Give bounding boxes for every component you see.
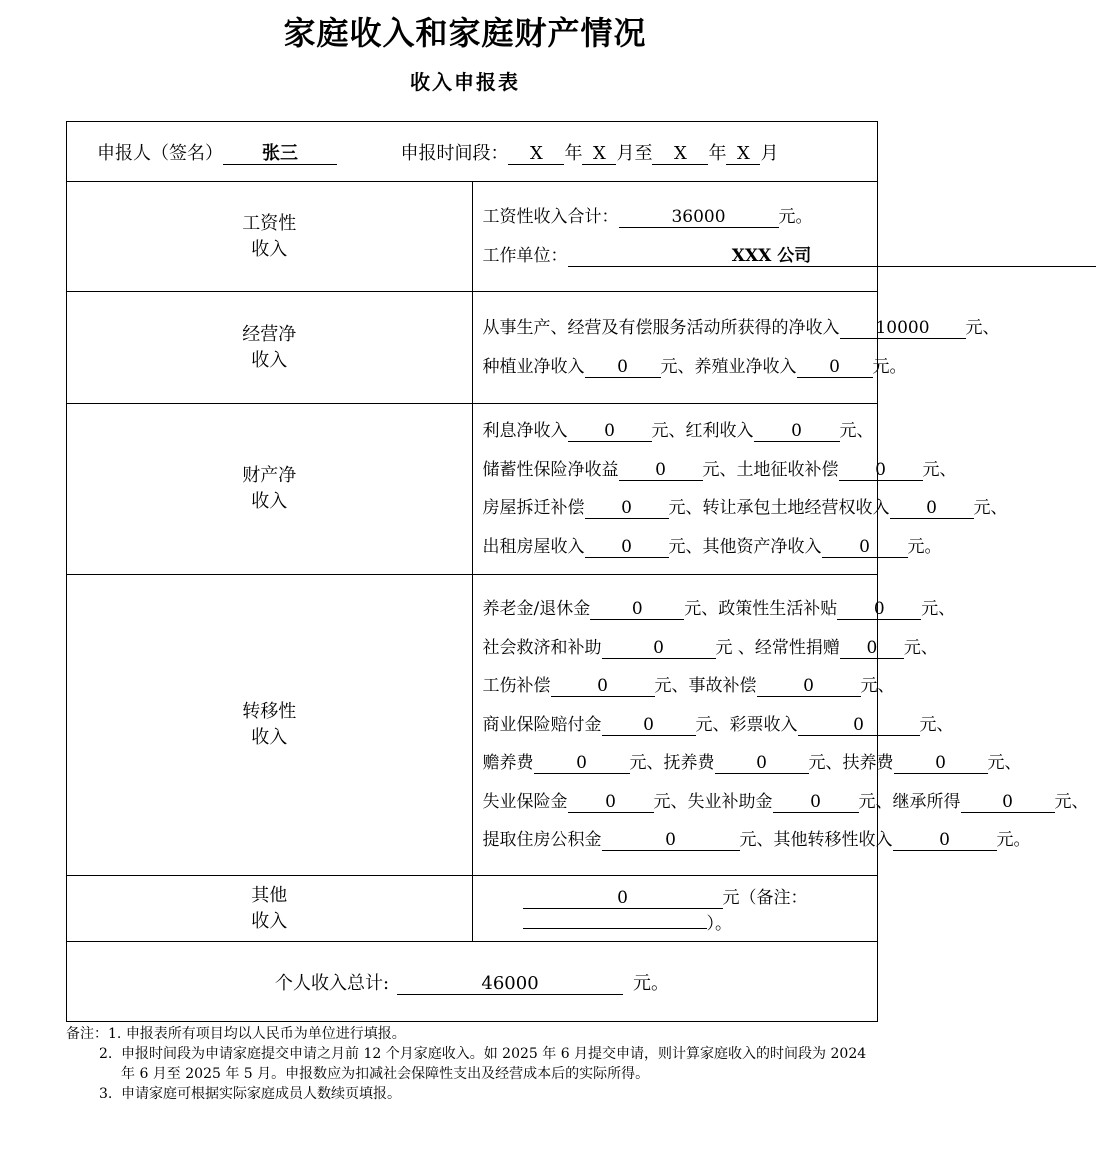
employer-field[interactable]: XXX 公司 [568,244,1096,267]
land-compensation-field[interactable]: 0 [839,458,923,481]
donation-field[interactable]: 0 [840,636,904,659]
service-income-field[interactable]: 10000 [840,316,966,339]
child-support-field[interactable]: 0 [715,751,809,774]
other-income-label: 其他 收入 [67,876,473,942]
start-month-field[interactable]: X [582,142,616,165]
unemployment-insurance-field[interactable]: 0 [568,790,654,813]
employer-line: 工作单位： XXX 公司 [483,237,878,276]
other-income-content: 0 元（备注：）。 [472,876,878,942]
inheritance-field[interactable]: 0 [961,790,1055,813]
note-2: 2. 申报时间段为申请家庭提交申请之月前 12 个月家庭收入。如 2025 年 6 月提交申请，则计算家庭收入的时间段为 2024 年 6 月至 2025 年 5 月。申报数应为扣减社会保障性支出及经营成本后的实际所得。 [99,1046,867,1082]
income-declaration-table [66,121,1089,1022]
other-transfer-field[interactable]: 0 [893,828,997,851]
living-subsidy-field[interactable]: 0 [837,597,921,620]
business-income-label: 经营净 收入 [67,292,473,404]
header-row: 申报人（签名） 张三 申报时间段： X 年 X 月至 X 年 X 月 [67,122,878,182]
end-year-field[interactable]: X [652,142,708,165]
total-label: 个人收入总计: [274,972,390,994]
form-title: 家庭收入和家庭财产情况 [283,14,647,52]
total-row: 个人收入总计: 46000 元。 [67,942,878,1022]
lottery-field[interactable]: 0 [798,713,920,736]
other-asset-field[interactable]: 0 [822,535,908,558]
transfer-income-content: 养老金/退休金 0 元、政策性生活补贴 0 元、 社会救济和补助 0 元 、经常性捐赠 0 元、 工伤补偿 0 元、事故补偿 0 元、 商业保险赔付金 0 元、彩票收入 0 元、 赡养费 0 元、抚养费 0 元、扶养费 0 元、 失业保险金 0 元、失业补助金 0 元、继承所得 0 元、 提取住房公积金 0 元、其他转移性收入 0 元。 [472,575,878,876]
period-label: 申报时间段： [400,142,509,164]
declarant-signature[interactable]: 张三 [223,142,337,165]
accident-compensation-field[interactable]: 0 [757,674,861,697]
spouse-support-field[interactable]: 0 [894,751,988,774]
other-income-field[interactable]: 0 [523,886,723,909]
rent-field[interactable]: 0 [585,535,669,558]
declarant-label: 申报人（签名） [97,142,223,164]
breeding-income-field[interactable]: 0 [797,355,873,378]
note-3: 3. 申请家庭可根据实际家庭成员人数续页填报。 [99,1086,401,1102]
demolition-field[interactable]: 0 [585,496,669,519]
total-income-field[interactable]: 46000 [397,972,623,995]
remark-field[interactable] [523,926,707,929]
property-income-content: 利息净收入 0 元、红利收入 0 元、 储蓄性保险净收益 0 元、土地征收补偿 0 元、 房屋拆迁补偿 0 元、转让承包土地经营权收入 0 元、 出租房屋收入 0 元、其他资产净收入 0 元。 [472,404,878,575]
wage-income-label: 工资性 收入 [67,182,473,292]
interest-field[interactable]: 0 [568,419,652,442]
end-month-field[interactable]: X [726,142,760,165]
transfer-income-label: 转移性 收入 [67,575,473,876]
dividend-field[interactable]: 0 [754,419,840,442]
form-subtitle: 收入申报表 [410,70,520,94]
wage-total-line: 工资性收入合计： 36000 元。 [482,207,813,227]
commercial-insurance-field[interactable]: 0 [602,713,696,736]
note-1: 备注：1. 申报表所有项目均以人民币为单位进行填报。 [66,1026,406,1042]
injury-compensation-field[interactable]: 0 [551,674,655,697]
housing-fund-field[interactable]: 0 [602,828,740,851]
unemployment-aid-field[interactable]: 0 [773,790,859,813]
wage-income-content [472,182,878,292]
elder-support-field[interactable]: 0 [534,751,630,774]
property-income-label: 财产净 收入 [67,404,473,575]
pension-field[interactable]: 0 [590,597,684,620]
land-transfer-field[interactable]: 0 [890,496,974,519]
social-relief-field[interactable]: 0 [602,636,716,659]
savings-insurance-field[interactable]: 0 [619,458,703,481]
notes [66,1024,878,1104]
start-year-field[interactable]: X [508,142,564,165]
planting-income-field[interactable]: 0 [585,355,661,378]
wage-total-field[interactable]: 36000 [619,205,779,228]
business-income-content: 从事生产、经营及有偿服务活动所获得的净收入 10000 元、 种植业净收入 0 元、养殖业净收入 0 元。 [472,292,878,404]
